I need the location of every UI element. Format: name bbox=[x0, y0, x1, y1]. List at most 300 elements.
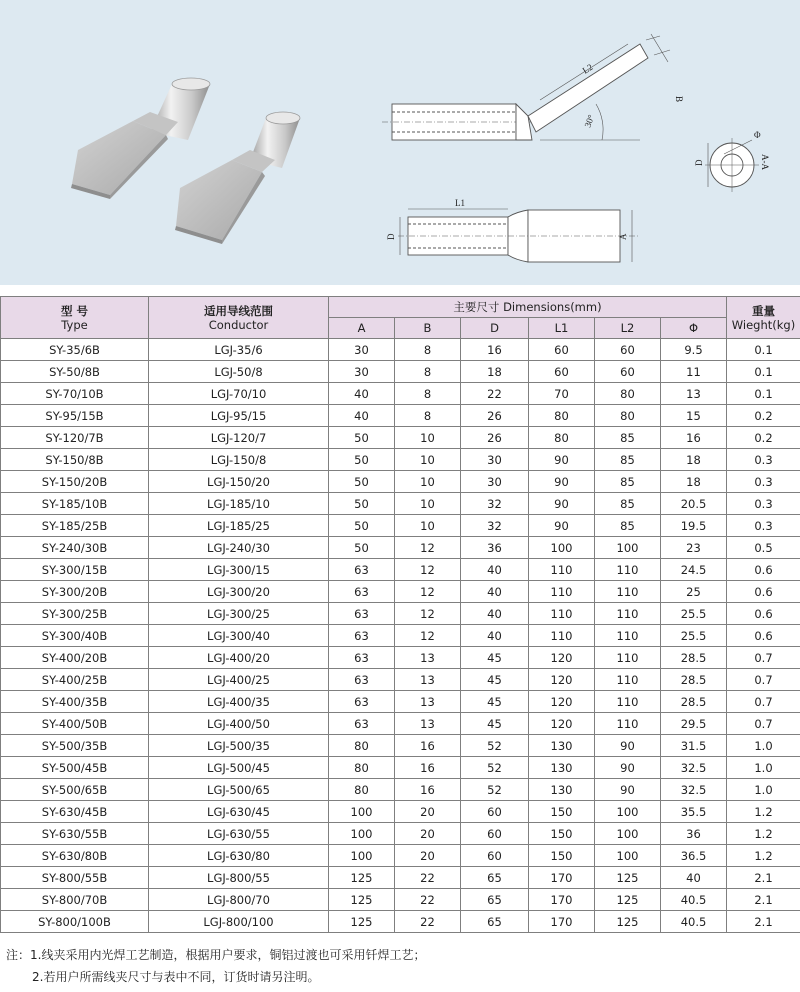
d-cell: 52 bbox=[461, 757, 529, 779]
l2-cell: 90 bbox=[595, 757, 661, 779]
type-header-cn: 型 号 bbox=[60, 303, 88, 318]
conductor-cell: LGJ-300/15 bbox=[149, 559, 329, 581]
weight-header-en: Wieght(kg) bbox=[731, 317, 796, 332]
b-cell: 20 bbox=[395, 823, 461, 845]
l1-cell: 170 bbox=[529, 889, 595, 911]
aa-label: A-A bbox=[760, 154, 770, 170]
a-cell: 40 bbox=[329, 405, 395, 427]
phi-cell: 40.5 bbox=[661, 889, 727, 911]
weight-cell: 2.1 bbox=[727, 867, 800, 889]
a-cell: 50 bbox=[329, 537, 395, 559]
type-cell: SY-630/55B bbox=[1, 823, 149, 845]
l1-cell: 120 bbox=[529, 647, 595, 669]
d-cell: 26 bbox=[461, 427, 529, 449]
table-row bbox=[1, 845, 800, 867]
weight-cell: 0.3 bbox=[727, 493, 800, 515]
type-header bbox=[1, 297, 149, 339]
weight-cell: 1.0 bbox=[727, 757, 800, 779]
d-cell: 32 bbox=[461, 493, 529, 515]
d-side-label: D bbox=[694, 159, 704, 166]
conductor-cell: LGJ-630/55 bbox=[149, 823, 329, 845]
b-cell: 13 bbox=[395, 691, 461, 713]
a-cell: 125 bbox=[329, 911, 395, 933]
dim-col-header: D bbox=[461, 318, 529, 339]
note-2: 2.若用户所需线夹尺寸与表中不同，订货时请另注明。 bbox=[32, 970, 320, 984]
d-cell: 22 bbox=[461, 383, 529, 405]
weight-header bbox=[727, 297, 800, 339]
type-cell: SY-240/30B bbox=[1, 537, 149, 559]
conductor-cell: LGJ-400/20 bbox=[149, 647, 329, 669]
b-cell: 20 bbox=[395, 801, 461, 823]
type-cell: SY-35/6B bbox=[1, 339, 149, 361]
l2-cell: 60 bbox=[595, 339, 661, 361]
l1-cell: 60 bbox=[529, 361, 595, 383]
phi-cell: 35.5 bbox=[661, 801, 727, 823]
l1-cell: 110 bbox=[529, 603, 595, 625]
table-header bbox=[1, 297, 800, 339]
b-cell: 12 bbox=[395, 581, 461, 603]
a-cell: 50 bbox=[329, 427, 395, 449]
l1-cell: 120 bbox=[529, 713, 595, 735]
weight-cell: 1.2 bbox=[727, 801, 800, 823]
table-row bbox=[1, 691, 800, 713]
table-row bbox=[1, 427, 800, 449]
l2-cell: 110 bbox=[595, 691, 661, 713]
a-cell: 100 bbox=[329, 845, 395, 867]
weight-cell: 2.1 bbox=[727, 889, 800, 911]
conductor-cell: LGJ-150/20 bbox=[149, 471, 329, 493]
type-cell: SY-95/15B bbox=[1, 405, 149, 427]
l2-cell: 85 bbox=[595, 515, 661, 537]
a-cell: 125 bbox=[329, 867, 395, 889]
dim-col-header: B bbox=[395, 318, 461, 339]
phi-cell: 40.5 bbox=[661, 911, 727, 933]
table-row bbox=[1, 537, 800, 559]
b-cell: 20 bbox=[395, 845, 461, 867]
l2-cell: 100 bbox=[595, 801, 661, 823]
b-cell: 22 bbox=[395, 867, 461, 889]
l2-cell: 85 bbox=[595, 471, 661, 493]
b-cell: 12 bbox=[395, 625, 461, 647]
b-cell: 10 bbox=[395, 515, 461, 537]
b-cell: 12 bbox=[395, 603, 461, 625]
weight-header-cn: 重量 bbox=[752, 303, 775, 318]
conductor-cell: LGJ-800/70 bbox=[149, 889, 329, 911]
conductor-cell: LGJ-120/7 bbox=[149, 427, 329, 449]
dim-col-header: L1 bbox=[529, 318, 595, 339]
l2-label: L2 bbox=[580, 61, 595, 76]
d-cell: 32 bbox=[461, 515, 529, 537]
weight-cell: 1.2 bbox=[727, 845, 800, 867]
weight-cell: 1.0 bbox=[727, 779, 800, 801]
l2-cell: 110 bbox=[595, 713, 661, 735]
l1-cell: 80 bbox=[529, 405, 595, 427]
a-cell: 50 bbox=[329, 493, 395, 515]
d-cell: 30 bbox=[461, 449, 529, 471]
a-cell: 63 bbox=[329, 647, 395, 669]
conductor-cell: LGJ-400/25 bbox=[149, 669, 329, 691]
conductor-cell: LGJ-70/10 bbox=[149, 383, 329, 405]
type-header-en: Type bbox=[61, 317, 88, 332]
l1-label: L1 bbox=[455, 198, 465, 208]
conductor-cell: LGJ-500/45 bbox=[149, 757, 329, 779]
a-cell: 30 bbox=[329, 361, 395, 383]
type-cell: SY-50/8B bbox=[1, 361, 149, 383]
conductor-cell: LGJ-35/6 bbox=[149, 339, 329, 361]
type-cell: SY-500/35B bbox=[1, 735, 149, 757]
phi-cell: 18 bbox=[661, 449, 727, 471]
weight-cell: 0.1 bbox=[727, 383, 800, 405]
d-cell: 45 bbox=[461, 713, 529, 735]
a-cell: 40 bbox=[329, 383, 395, 405]
phi-cell: 25.5 bbox=[661, 603, 727, 625]
l1-cell: 90 bbox=[529, 449, 595, 471]
l1-cell: 130 bbox=[529, 757, 595, 779]
angle-label: 30° bbox=[582, 113, 597, 129]
weight-cell: 0.5 bbox=[727, 537, 800, 559]
table-row bbox=[1, 515, 800, 537]
conductor-header-cn: 适用导线范围 bbox=[204, 303, 273, 318]
d-cell: 60 bbox=[461, 823, 529, 845]
weight-cell: 0.1 bbox=[727, 361, 800, 383]
d-cell: 18 bbox=[461, 361, 529, 383]
type-cell: SY-400/25B bbox=[1, 669, 149, 691]
l2-cell: 125 bbox=[595, 889, 661, 911]
table-row bbox=[1, 625, 800, 647]
type-cell: SY-150/20B bbox=[1, 471, 149, 493]
conductor-cell: LGJ-400/50 bbox=[149, 713, 329, 735]
type-cell: SY-185/10B bbox=[1, 493, 149, 515]
l2-cell: 110 bbox=[595, 647, 661, 669]
l1-cell: 150 bbox=[529, 823, 595, 845]
d-cell: 52 bbox=[461, 779, 529, 801]
l1-cell: 110 bbox=[529, 581, 595, 603]
dimensions-header: 主要尺寸 Dimensions(mm) bbox=[329, 297, 727, 318]
l2-cell: 90 bbox=[595, 735, 661, 757]
l1-cell: 150 bbox=[529, 801, 595, 823]
l1-cell: 80 bbox=[529, 427, 595, 449]
b-cell: 13 bbox=[395, 713, 461, 735]
table-row bbox=[1, 493, 800, 515]
a-cell: 50 bbox=[329, 449, 395, 471]
table-row bbox=[1, 361, 800, 383]
weight-cell: 0.3 bbox=[727, 471, 800, 493]
l1-cell: 90 bbox=[529, 515, 595, 537]
d-cell: 16 bbox=[461, 339, 529, 361]
l1-cell: 130 bbox=[529, 735, 595, 757]
phi-cell: 28.5 bbox=[661, 647, 727, 669]
phi-cell: 28.5 bbox=[661, 669, 727, 691]
table-row bbox=[1, 581, 800, 603]
b-cell: 22 bbox=[395, 889, 461, 911]
a-cell: 50 bbox=[329, 471, 395, 493]
conductor-cell: LGJ-150/8 bbox=[149, 449, 329, 471]
l2-cell: 100 bbox=[595, 537, 661, 559]
weight-cell: 1.0 bbox=[727, 735, 800, 757]
front-view-drawing bbox=[398, 209, 640, 262]
d-cell: 52 bbox=[461, 735, 529, 757]
phi-cell: 36 bbox=[661, 823, 727, 845]
specification-table bbox=[0, 296, 800, 933]
weight-cell: 0.6 bbox=[727, 559, 800, 581]
type-cell: SY-300/20B bbox=[1, 581, 149, 603]
type-cell: SY-70/10B bbox=[1, 383, 149, 405]
table-row bbox=[1, 713, 800, 735]
conductor-cell: LGJ-300/40 bbox=[149, 625, 329, 647]
l1-cell: 100 bbox=[529, 537, 595, 559]
product-illustration-panel bbox=[0, 0, 800, 285]
a-cell: 63 bbox=[329, 559, 395, 581]
weight-cell: 0.3 bbox=[727, 449, 800, 471]
phi-cell: 32.5 bbox=[661, 757, 727, 779]
d-cell: 45 bbox=[461, 691, 529, 713]
a-cell: 63 bbox=[329, 581, 395, 603]
terminal-lug-photo-1 bbox=[71, 78, 210, 199]
l2-cell: 80 bbox=[595, 383, 661, 405]
a-cell: 63 bbox=[329, 691, 395, 713]
phi-cell: 31.5 bbox=[661, 735, 727, 757]
l2-cell: 85 bbox=[595, 493, 661, 515]
l1-cell: 60 bbox=[529, 339, 595, 361]
l2-cell: 110 bbox=[595, 669, 661, 691]
table-row bbox=[1, 647, 800, 669]
conductor-cell: LGJ-500/35 bbox=[149, 735, 329, 757]
b-cell: 16 bbox=[395, 735, 461, 757]
table-row bbox=[1, 735, 800, 757]
side-view-drawing bbox=[382, 34, 670, 140]
d-cell: 60 bbox=[461, 801, 529, 823]
weight-cell: 1.2 bbox=[727, 823, 800, 845]
d-cell: 40 bbox=[461, 625, 529, 647]
d-cell: 60 bbox=[461, 845, 529, 867]
weight-cell: 0.7 bbox=[727, 691, 800, 713]
type-cell: SY-400/50B bbox=[1, 713, 149, 735]
d-cell: 40 bbox=[461, 559, 529, 581]
footnotes bbox=[6, 944, 796, 988]
conductor-cell: LGJ-95/15 bbox=[149, 405, 329, 427]
phi-cell: 16 bbox=[661, 427, 727, 449]
type-cell: SY-500/65B bbox=[1, 779, 149, 801]
weight-cell: 0.2 bbox=[727, 427, 800, 449]
b-cell: 8 bbox=[395, 339, 461, 361]
type-cell: SY-150/8B bbox=[1, 449, 149, 471]
a-cell: 30 bbox=[329, 339, 395, 361]
phi-cell: 11 bbox=[661, 361, 727, 383]
table-row bbox=[1, 801, 800, 823]
conductor-cell: LGJ-240/30 bbox=[149, 537, 329, 559]
phi-cell: 28.5 bbox=[661, 691, 727, 713]
conductor-cell: LGJ-630/80 bbox=[149, 845, 329, 867]
a-cell: 125 bbox=[329, 889, 395, 911]
phi-cell: 15 bbox=[661, 405, 727, 427]
b-cell: 8 bbox=[395, 383, 461, 405]
d-cell: 30 bbox=[461, 471, 529, 493]
a-cell: 100 bbox=[329, 823, 395, 845]
table-row bbox=[1, 911, 800, 933]
weight-cell: 2.1 bbox=[727, 911, 800, 933]
conductor-cell: LGJ-500/65 bbox=[149, 779, 329, 801]
weight-cell: 0.1 bbox=[727, 339, 800, 361]
l2-cell: 85 bbox=[595, 449, 661, 471]
a-cell: 50 bbox=[329, 515, 395, 537]
table-row bbox=[1, 559, 800, 581]
table-row bbox=[1, 603, 800, 625]
phi-cell: 9.5 bbox=[661, 339, 727, 361]
weight-cell: 0.6 bbox=[727, 625, 800, 647]
type-cell: SY-120/7B bbox=[1, 427, 149, 449]
table-row bbox=[1, 471, 800, 493]
l2-cell: 90 bbox=[595, 779, 661, 801]
l2-cell: 110 bbox=[595, 581, 661, 603]
l1-cell: 170 bbox=[529, 867, 595, 889]
phi-cell: 18 bbox=[661, 471, 727, 493]
b-cell: 16 bbox=[395, 757, 461, 779]
l1-cell: 110 bbox=[529, 559, 595, 581]
dim-col-header: L2 bbox=[595, 318, 661, 339]
weight-cell: 0.7 bbox=[727, 713, 800, 735]
weight-cell: 0.7 bbox=[727, 647, 800, 669]
conductor-cell: LGJ-800/55 bbox=[149, 867, 329, 889]
l2-cell: 85 bbox=[595, 427, 661, 449]
l2-cell: 80 bbox=[595, 405, 661, 427]
a-cell: 63 bbox=[329, 603, 395, 625]
b-cell: 8 bbox=[395, 405, 461, 427]
weight-cell: 0.3 bbox=[727, 515, 800, 537]
d-cell: 40 bbox=[461, 581, 529, 603]
b-label: B bbox=[674, 96, 684, 103]
table-row bbox=[1, 779, 800, 801]
table-row bbox=[1, 339, 800, 361]
conductor-header-en: Conductor bbox=[208, 317, 269, 332]
terminal-lug-photo-2 bbox=[175, 112, 300, 244]
b-cell: 16 bbox=[395, 779, 461, 801]
conductor-cell: LGJ-300/20 bbox=[149, 581, 329, 603]
conductor-cell: LGJ-400/35 bbox=[149, 691, 329, 713]
b-cell: 22 bbox=[395, 911, 461, 933]
l1-cell: 120 bbox=[529, 691, 595, 713]
note-1: 注：1.线夹采用内光焊工艺制造，根据用户要求，铜铝过渡也可采用钎焊工艺； bbox=[6, 948, 426, 962]
type-cell: SY-300/15B bbox=[1, 559, 149, 581]
b-cell: 13 bbox=[395, 669, 461, 691]
table-row bbox=[1, 383, 800, 405]
phi-cell: 20.5 bbox=[661, 493, 727, 515]
table-row bbox=[1, 669, 800, 691]
l1-cell: 70 bbox=[529, 383, 595, 405]
phi-label: Φ bbox=[754, 130, 761, 140]
type-cell: SY-300/40B bbox=[1, 625, 149, 647]
d-cell: 40 bbox=[461, 603, 529, 625]
conductor-cell: LGJ-800/100 bbox=[149, 911, 329, 933]
table-row bbox=[1, 449, 800, 471]
table-row bbox=[1, 405, 800, 427]
a-cell: 63 bbox=[329, 713, 395, 735]
dim-col-header: A bbox=[329, 318, 395, 339]
type-cell: SY-500/45B bbox=[1, 757, 149, 779]
l1-cell: 150 bbox=[529, 845, 595, 867]
phi-cell: 25 bbox=[661, 581, 727, 603]
type-cell: SY-400/20B bbox=[1, 647, 149, 669]
d-cell: 45 bbox=[461, 669, 529, 691]
l2-cell: 125 bbox=[595, 911, 661, 933]
l2-cell: 100 bbox=[595, 845, 661, 867]
phi-cell: 32.5 bbox=[661, 779, 727, 801]
a-cell: 63 bbox=[329, 669, 395, 691]
conductor-cell: LGJ-630/45 bbox=[149, 801, 329, 823]
b-cell: 12 bbox=[395, 559, 461, 581]
weight-cell: 0.2 bbox=[727, 405, 800, 427]
l1-cell: 170 bbox=[529, 911, 595, 933]
type-cell: SY-300/25B bbox=[1, 603, 149, 625]
l2-cell: 110 bbox=[595, 603, 661, 625]
product-drawings bbox=[0, 0, 800, 285]
phi-cell: 19.5 bbox=[661, 515, 727, 537]
b-cell: 8 bbox=[395, 361, 461, 383]
phi-cell: 25.5 bbox=[661, 625, 727, 647]
l2-cell: 110 bbox=[595, 559, 661, 581]
type-cell: SY-185/25B bbox=[1, 515, 149, 537]
weight-cell: 0.6 bbox=[727, 581, 800, 603]
a-cell: 63 bbox=[329, 625, 395, 647]
type-cell: SY-400/35B bbox=[1, 691, 149, 713]
type-cell: SY-800/100B bbox=[1, 911, 149, 933]
d-cell: 36 bbox=[461, 537, 529, 559]
a-cell: 100 bbox=[329, 801, 395, 823]
a-cell: 80 bbox=[329, 779, 395, 801]
conductor-cell: LGJ-300/25 bbox=[149, 603, 329, 625]
table-row bbox=[1, 823, 800, 845]
l1-cell: 90 bbox=[529, 493, 595, 515]
phi-cell: 13 bbox=[661, 383, 727, 405]
type-cell: SY-630/80B bbox=[1, 845, 149, 867]
d-cell: 65 bbox=[461, 889, 529, 911]
a-cell: 80 bbox=[329, 735, 395, 757]
d-cell: 45 bbox=[461, 647, 529, 669]
weight-cell: 0.6 bbox=[727, 603, 800, 625]
phi-cell: 23 bbox=[661, 537, 727, 559]
table-row bbox=[1, 889, 800, 911]
d-cell: 65 bbox=[461, 911, 529, 933]
l1-cell: 110 bbox=[529, 625, 595, 647]
l2-cell: 100 bbox=[595, 823, 661, 845]
b-cell: 10 bbox=[395, 493, 461, 515]
b-cell: 10 bbox=[395, 427, 461, 449]
b-cell: 10 bbox=[395, 449, 461, 471]
phi-cell: 36.5 bbox=[661, 845, 727, 867]
a-cell: 80 bbox=[329, 757, 395, 779]
d-cell: 26 bbox=[461, 405, 529, 427]
b-cell: 10 bbox=[395, 471, 461, 493]
conductor-cell: LGJ-185/10 bbox=[149, 493, 329, 515]
weight-cell: 0.7 bbox=[727, 669, 800, 691]
l1-cell: 120 bbox=[529, 669, 595, 691]
l1-cell: 130 bbox=[529, 779, 595, 801]
conductor-header bbox=[149, 297, 329, 339]
cross-section-drawing bbox=[705, 138, 759, 192]
type-cell: SY-630/45B bbox=[1, 801, 149, 823]
table-row bbox=[1, 757, 800, 779]
b-cell: 12 bbox=[395, 537, 461, 559]
conductor-cell: LGJ-185/25 bbox=[149, 515, 329, 537]
table-body bbox=[1, 339, 800, 933]
phi-cell: 24.5 bbox=[661, 559, 727, 581]
phi-cell: 40 bbox=[661, 867, 727, 889]
dim-col-header: Φ bbox=[661, 318, 727, 339]
l1-cell: 90 bbox=[529, 471, 595, 493]
table-row bbox=[1, 867, 800, 889]
b-cell: 13 bbox=[395, 647, 461, 669]
a-label: A bbox=[618, 233, 628, 240]
l2-cell: 60 bbox=[595, 361, 661, 383]
